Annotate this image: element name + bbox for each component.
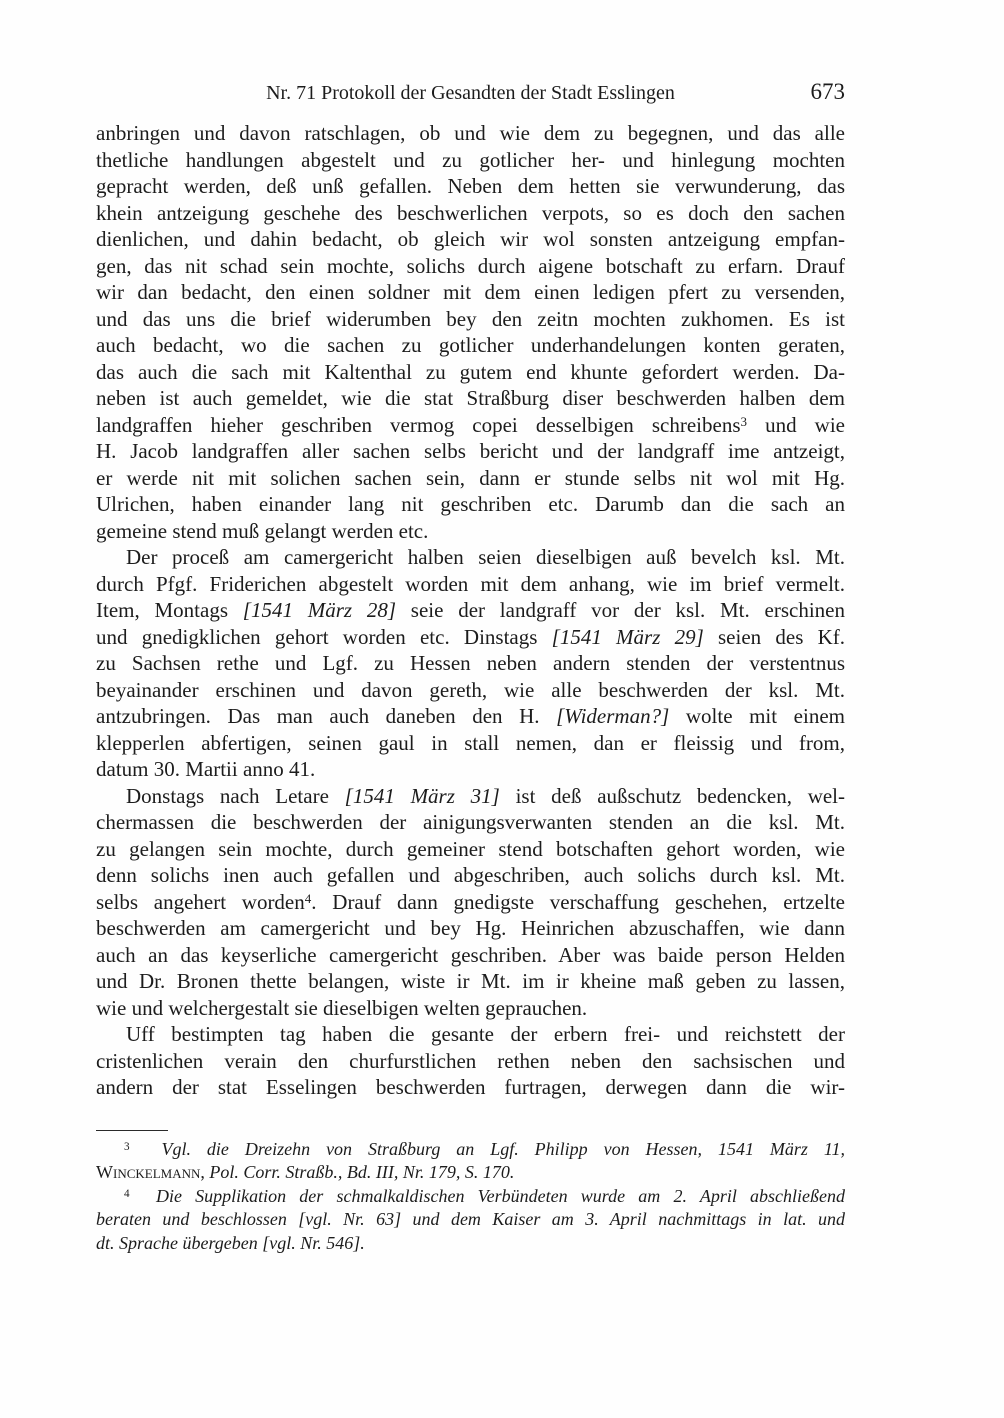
text-line <box>96 438 845 465</box>
text-segment: gepracht werden, deß unß gefallen. Neben dem hetten sie verwunderung, das <box>96 174 845 198</box>
text-line <box>96 1021 845 1048</box>
text-line <box>96 624 845 651</box>
text-line <box>96 332 845 359</box>
text-segment: durch Pfgf. Friderichen abgestelt worden mit dem anhang, wie im brief vermelt. <box>96 571 845 596</box>
text-line <box>96 1208 845 1231</box>
footnote-marker: 4 <box>124 1187 130 1200</box>
text-line <box>96 385 845 412</box>
text-line <box>96 253 845 280</box>
text-segment: [1541 März 28] <box>242 598 397 622</box>
footnote <box>96 1138 845 1185</box>
text-segment <box>130 1186 156 1206</box>
text-segment: beschwerden am camergericht und bey Hg. Heinrichen abzuschaffen, wie dann <box>96 916 845 940</box>
text-segment: wie und welchergestalt sie dieselbigen welten geprauchen. <box>96 995 588 1020</box>
text-line <box>96 968 845 995</box>
text-segment: beraten und beschlossen [vgl. Nr. 63] und dem Kaiser am 3. April nachmittags in lat. und <box>96 1209 845 1230</box>
text-segment: ist deß außschutz bedencken, wel- <box>499 783 846 808</box>
footnote-marker: 3 <box>124 1140 130 1153</box>
text-line <box>96 809 845 836</box>
text-segment: . Drauf dann gnedigste verschaffung geschehen, ertzelte <box>311 889 845 914</box>
text-segment: thetliche handlungen abgestelt und zu gotlicher her- und hinlegung mochten <box>96 147 845 172</box>
text-line <box>96 1074 845 1101</box>
text-segment: und wie <box>747 412 845 437</box>
page-number: 673 <box>810 79 845 104</box>
text-segment: [1541 März 29] <box>551 624 704 649</box>
text-line <box>96 306 845 333</box>
text-line <box>96 650 845 677</box>
paragraph <box>96 1021 845 1101</box>
text-segment: denn solichs inen auch gefallen und abgeschriben, auch solichs durch ksl. Mt. <box>96 863 845 887</box>
text-segment: Uff bestimpten tag haben die gesante der erbern frei- und reichstett der <box>126 1022 845 1046</box>
text-segment <box>130 1139 162 1159</box>
text-line <box>96 120 845 147</box>
text-segment: und das uns die brief widerumben bey den zeitn mochten zukhomen. Es ist <box>96 306 845 331</box>
text-line <box>96 1185 845 1208</box>
text-segment: auch bedacht, wo die sachen zu gotlicher underhandelungen konten geraten, <box>96 333 845 357</box>
text-segment: cristenlichen verain den churfurstlichen rethen neben den sachsischen und <box>96 1048 845 1073</box>
text-line <box>96 412 845 439</box>
text-segment: Die Supplikation der schmalkaldischen Verbündeten wurde am 2. April abschließend <box>155 1185 846 1206</box>
footnotes <box>96 1138 845 1255</box>
footnote-marker: 3 <box>740 413 748 429</box>
text-line <box>96 1138 845 1161</box>
text-segment: das auch die sach mit Kaltenthal zu gutem end khunte gefordert werden. Da- <box>96 359 845 384</box>
text-segment: klepperlen abfertigen, seinen gaul in stall nemen, dan er fleissig und from, <box>96 730 845 755</box>
text-line <box>96 147 845 174</box>
text-line <box>96 889 845 916</box>
text-segment: khein antzeigung geschehe des beschwerlichen verpots, so es doch den sachen <box>96 200 845 225</box>
text-segment: chermassen die beschwerden der ainigungsverwanten stenden an die ksl. Mt. <box>96 810 845 834</box>
text-segment: anbringen und davon ratschlagen, ob und wie dem zu begegnen, und das alle <box>96 121 845 145</box>
text-line <box>96 915 845 942</box>
text-segment: dienlichen, und dahin bedacht, ob gleich wir wol sonsten antzeigung empfan- <box>96 227 845 251</box>
text-segment: Item, Montags <box>96 598 243 622</box>
text-segment: Winckelmann <box>96 1162 201 1183</box>
paragraph <box>96 544 845 783</box>
text-segment: seien des Kf. <box>703 624 845 649</box>
text-line <box>96 862 845 889</box>
text-segment: gemeine stend muß gelangt werden etc. <box>96 518 429 543</box>
paragraph <box>96 783 845 1022</box>
text-segment: andern der stat Esselingen beschwerden furtragen, derwegen dann die wir- <box>96 1075 845 1099</box>
text-line <box>96 544 845 571</box>
text-segment: Donstags nach Letare <box>126 783 345 808</box>
text-line <box>96 1048 845 1075</box>
text-segment: landgraffen hieher geschriben vermog copei desselbigen schreibens <box>96 412 741 437</box>
text-line <box>96 518 845 545</box>
text-line <box>96 597 845 624</box>
text-line <box>96 200 845 227</box>
text-line <box>96 173 845 200</box>
text-line <box>96 942 845 969</box>
text-segment: er werde nit mit solichen sachen sein, dann er stunde selbs nit wol mit Hg. <box>96 465 845 490</box>
text-segment: wolte mit einem <box>669 704 845 728</box>
text-line <box>96 836 845 863</box>
footnote-divider <box>96 1130 168 1131</box>
text-segment: [Widerman?] <box>556 704 670 728</box>
text-line <box>96 703 845 730</box>
text-segment: gen, das nit schad sein mochte, solichs durch aigene botschaft zu erfarn. Drauf <box>96 253 845 278</box>
text-segment: , <box>200 1162 210 1183</box>
paragraph <box>96 120 845 544</box>
text-segment: H. Jacob landgraffen aller sachen selbs bericht und der landgraff ime antzeigt, <box>96 439 845 463</box>
text-segment: beyainander erschinen und davon gereth, wie alle beschwerden der ksl. Mt. <box>96 677 845 702</box>
text-line <box>96 1161 845 1184</box>
text-line <box>96 756 845 783</box>
text-segment: seie der landgraff vor der ksl. Mt. erschinen <box>396 598 846 622</box>
footnote-marker: 4 <box>304 890 312 906</box>
text-segment: neben ist auch gemeldet, wie die stat Straßburg diser beschwerden halben dem <box>96 386 845 410</box>
text-line <box>96 571 845 598</box>
text-segment: Der proceß am camergericht halben seien dieselbigen auß bevelch ksl. Mt. <box>126 545 845 569</box>
text-line <box>96 226 845 253</box>
footnote <box>96 1185 845 1255</box>
body-text <box>96 120 845 1101</box>
text-segment: Pol. Corr. Straßb., Bd. III, Nr. 179, S. 170. <box>209 1162 515 1183</box>
text-line <box>96 783 845 810</box>
text-line <box>96 1232 845 1255</box>
text-segment: und gnedigklichen gehort worden etc. Dinstags <box>96 624 552 649</box>
text-segment: zu gelangen sein mochte, durch gemeiner stend botschaften gehort worden, wie <box>96 836 845 861</box>
text-segment: Ulrichen, haben einander lang nit geschriben etc. Darumb dan die sach an <box>96 492 845 516</box>
text-line <box>96 491 845 518</box>
text-segment: Vgl. die Dreizehn von Straßburg an Lgf. Philipp von Hessen, 1541 März 11, <box>161 1139 845 1159</box>
text-line <box>96 677 845 704</box>
text-segment: zu Sachsen rethe und Lgf. zu Hessen neben andern stenden der verstentnus <box>96 651 845 675</box>
text-line <box>96 730 845 757</box>
text-line <box>96 995 845 1022</box>
text-segment: antzubringen. Das man auch daneben den H. <box>96 704 557 728</box>
text-segment: [1541 März 31] <box>344 783 500 808</box>
text-segment: wir dan bedacht, den einen soldner mit dem einen ledigen pfert zu versenden, <box>96 280 845 304</box>
text-segment: auch an das keyserliche camergericht geschriben. Aber was baide person Helden <box>96 942 845 967</box>
text-line <box>96 359 845 386</box>
text-segment: dt. Sprache übergeben [vgl. Nr. 546]. <box>96 1232 365 1253</box>
text-segment: selbs angehert worden <box>96 889 305 914</box>
text-line <box>96 465 845 492</box>
text-segment: datum 30. Martii anno 41. <box>96 757 316 781</box>
text-segment: und Dr. Bronen thette belangen, wiste ir Mt. im ir kheine maß geben zu lassen, <box>96 969 845 993</box>
running-head: Nr. 71 Protokoll der Gesandten der Stadt Esslingen <box>266 82 675 104</box>
text-line <box>96 279 845 306</box>
